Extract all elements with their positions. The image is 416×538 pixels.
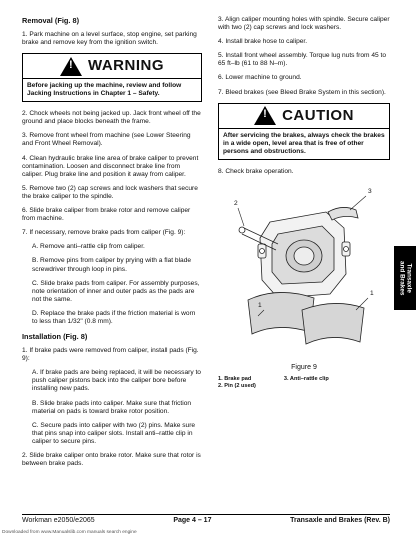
callout-1-outer: 1 [370, 289, 374, 297]
callout-3: 3 [368, 187, 372, 195]
warning-text: Before jacking up the machine, review and follow Jacking Instructions in Chapter 1 – Safety. [27, 82, 182, 98]
removal-step-7: 7. If necessary, remove brake pads from caliper (Fig. 9): [22, 229, 186, 237]
brake-pad-outer [302, 303, 364, 344]
warning-title: WARNING [88, 57, 164, 75]
footer-model: Workman e2050/e2065 [22, 517, 95, 524]
removal-step-6: 6. Slide brake caliper from brake rotor and remove caliper from machine. [22, 207, 191, 223]
figure-caption: Figure 9 [291, 363, 317, 371]
anti-rattle-clip [328, 207, 358, 220]
caution-text: After servicing the brakes, always check the brakes in a wide open, level area that is free of other persons and obstructions. [223, 131, 385, 155]
install-step-1a: A. If brake pads are being replaced, it will be necessary to push caliper pistons back into the caliper bore before installing new pads. [32, 369, 201, 393]
removal-step-1: 1. Park machine on a level surface, stop engine, set parking brake and remove key from the ignition switch. [22, 31, 197, 47]
removal-step-7c: C. Slide brake pads from caliper. For assembly purposes, note orientation of inner and outer pads as the pads are not the same. [32, 279, 200, 303]
section-tab-label [398, 261, 412, 295]
callout-1-inner: 1 [258, 301, 262, 309]
legend-item-2: 2. Pin (2 used) [218, 382, 256, 389]
left-column [22, 16, 202, 474]
removal-step-2: 2. Chock wheels not being jacked up. Jack front wheel off the ground and place blocks beneath the frame. [22, 110, 201, 126]
removal-step-7a: A. Remove anti–rattle clip from caliper. [32, 243, 145, 251]
caliper-illustration [218, 182, 390, 362]
figure-legend [218, 376, 390, 390]
caution-title: CAUTION [282, 106, 354, 124]
warning-triangle-icon: ! [60, 57, 82, 76]
install-step-1c: C. Secure pads into caliper with two (2) pins. Make sure that pins snap into caliper slots. Install anti–rattle clip in caliper to secure pins. [32, 421, 196, 445]
install-step-5: 5. Install front wheel assembly. Torque lug nuts from 45 to 65 ft–lb (61 to 88 N–m). [218, 52, 386, 68]
download-note: Downloaded from www.Manualslib.com manuals search engine [2, 530, 137, 535]
install-step-4: 4. Install brake hose to caliper. [218, 38, 308, 46]
caution-box [218, 103, 390, 160]
caution-triangle-icon: ! [254, 106, 276, 125]
warning-box [22, 53, 202, 102]
page-footer [22, 514, 390, 524]
install-step-2: 2. Slide brake caliper onto brake rotor. Make sure that rotor is between brake pads. [22, 452, 201, 468]
section-tab-line-1: Transaxle [405, 263, 413, 293]
removal-step-3: 3. Remove front wheel from machine (see Lower Steering and Front Wheel Removal). [22, 132, 191, 148]
removal-step-7b: B. Remove pins from caliper by prying with a flat blade screwdriver through loop in pins. [32, 257, 192, 273]
footer-page-number: Page 4 – 17 [173, 517, 212, 524]
section-tab-line-2: and Brakes [398, 260, 405, 296]
caution-header [219, 104, 389, 129]
right-column [218, 16, 390, 390]
section-tab [394, 246, 416, 310]
legend-item-1: 1. Brake pad [218, 375, 252, 382]
install-step-3: 3. Align caliper mounting holes with spindle. Secure caliper with two (2) cap screws and lock washers. [218, 16, 390, 32]
install-step-6: 6. Lower machine to ground. [218, 74, 302, 82]
removal-step-7d: D. Replace the brake pads if the friction material is worn to less than 1/32" (0.8 mm). [32, 309, 196, 325]
figure-9 [218, 182, 390, 362]
removal-step-4: 4. Clean hydraulic brake line area of brake caliper to prevent contamination. Loosen and disconnect brake line from caliper. Plug brake line and position it away from caliper. [22, 154, 199, 178]
install-step-1b: B. Slide brake pads into caliper. Make sure that friction material on pads is toward brake rotor position. [32, 399, 192, 415]
footer-section-title: Transaxle and Brakes (Rev. B) [290, 517, 390, 524]
installation-heading: Installation (Fig. 8) [22, 332, 88, 342]
removal-step-5: 5. Remove two (2) cap screws and lock washers that secure the brake caliper to the spindle. [22, 184, 198, 200]
callout-2: 2 [234, 199, 238, 207]
install-step-1: 1. If brake pads were removed from caliper, install pads (Fig. 9): [22, 347, 199, 363]
install-step-7: 7. Bleed brakes (see Bleed Brake System in this section). [218, 88, 386, 96]
warning-header [23, 54, 201, 79]
removal-heading: Removal (Fig. 8) [22, 16, 80, 25]
legend-item-3: 3. Anti–rattle clip [283, 375, 329, 382]
install-step-8: 8. Check brake operation. [218, 167, 294, 175]
